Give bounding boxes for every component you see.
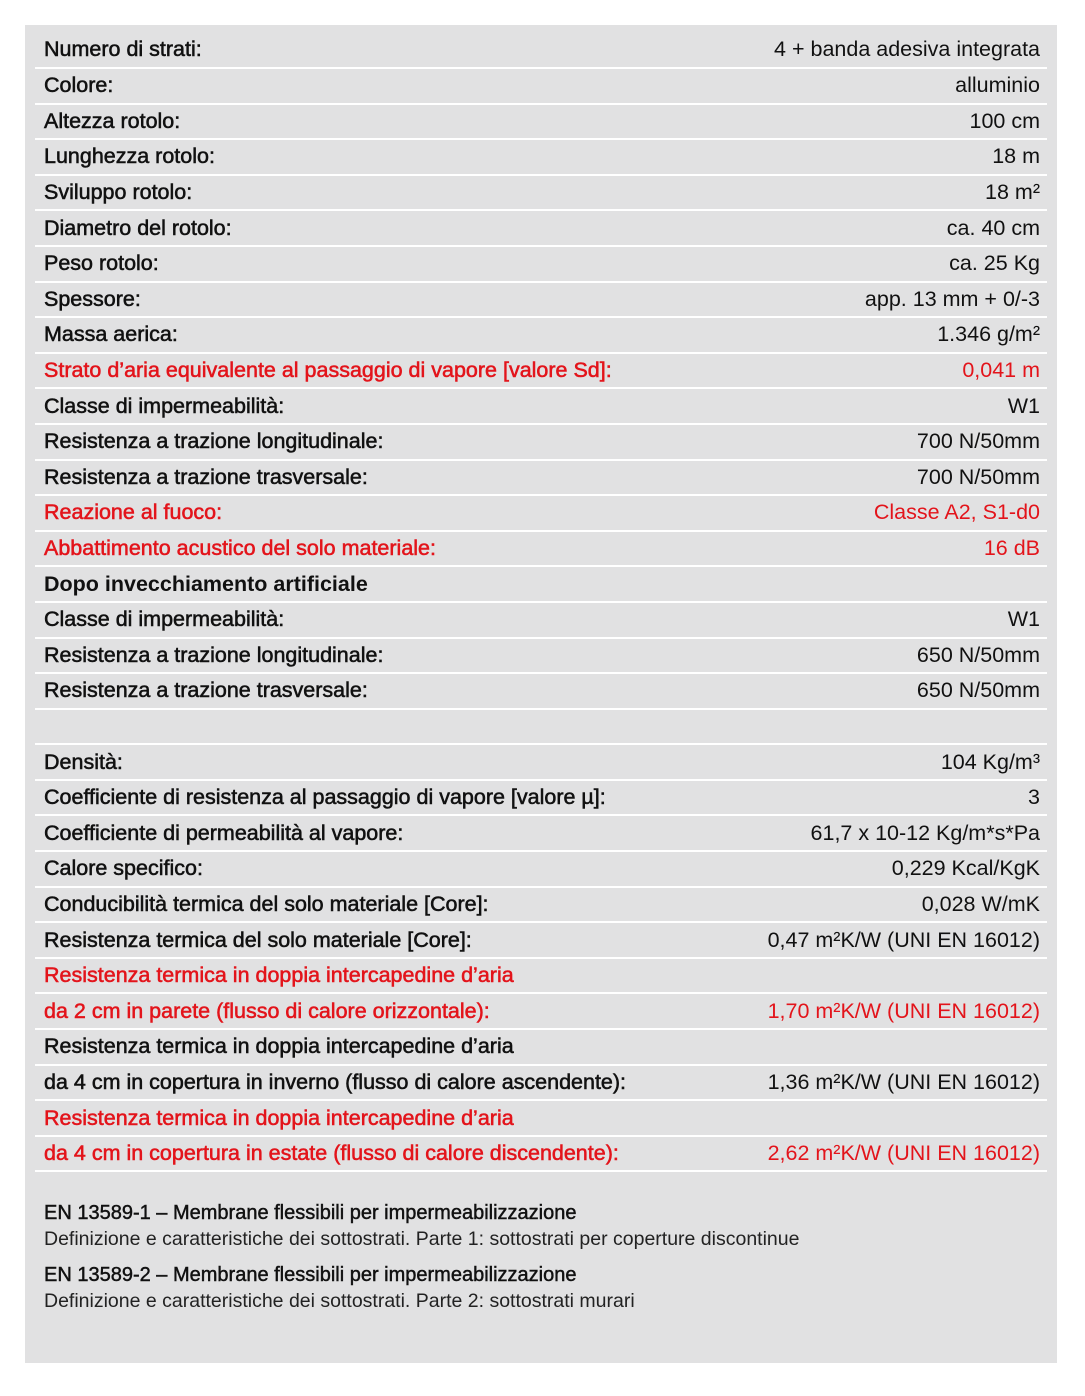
standard-description: Definizione e caratteristiche dei sottostrati. Parte 1: sottostrati per coperture discontinue — [44, 1228, 800, 1250]
spec-label: Strato d’aria equivalente al passaggio di vapore [valore Sd]: — [44, 358, 612, 383]
spec-label: da 4 cm in copertura in inverno (flusso di calore ascendente): — [44, 1069, 627, 1094]
spec-row — [35, 247, 1047, 283]
spec-row — [35, 69, 1047, 105]
spec-value: 1.346 g/m² — [937, 322, 1040, 347]
spec-row — [35, 461, 1047, 497]
spec-row — [35, 959, 1047, 995]
spec-label: da 4 cm in copertura in estate (flusso di calore discendente): — [44, 1141, 619, 1166]
spec-value: ca. 40 cm — [946, 215, 1040, 240]
spec-value: 16 dB — [983, 536, 1040, 561]
spec-label: Resistenza a trazione longitudinale: — [44, 642, 384, 667]
spec-row — [35, 674, 1047, 710]
spec-label: Sviluppo rotolo: — [44, 180, 193, 205]
spec-value: 0,028 W/mK — [921, 891, 1040, 916]
spec-label: Massa aerica: — [44, 322, 178, 347]
spec-row — [35, 888, 1047, 924]
standard-title: EN 13589-1 – Membrane flessibili per impermeabilizzazione — [44, 1202, 577, 1224]
spec-label: Resistenza a trazione longitudinale: — [44, 429, 384, 454]
spec-value: 1,70 m²K/W (UNI EN 16012) — [767, 998, 1040, 1023]
spec-row — [35, 25, 1047, 69]
spec-row — [35, 852, 1047, 888]
spec-label: Resistenza termica in doppia intercapedine d’aria — [44, 1034, 514, 1059]
spec-row — [35, 105, 1047, 141]
standards-notes — [44, 1200, 1044, 1324]
standard-description: Definizione e caratteristiche dei sottostrati. Parte 2: sottostrati murari — [44, 1290, 635, 1312]
spec-value: 700 N/50mm — [916, 464, 1040, 489]
spec-value: app. 13 mm + 0/-3 — [864, 286, 1040, 311]
spec-label: Conducibilità termica del solo materiale [Core]: — [44, 891, 489, 916]
spec-label: Dopo invecchiamento artificiale — [44, 571, 368, 596]
spec-label: Resistenza a trazione trasversale: — [44, 678, 368, 703]
spec-row — [35, 389, 1047, 425]
spec-value: 0,47 m²K/W (UNI EN 16012) — [767, 927, 1040, 952]
spec-row — [35, 176, 1047, 212]
standard-note — [44, 1262, 1044, 1314]
spec-label: Coefficiente di resistenza al passaggio di vapore [valore µ]: — [44, 785, 606, 810]
spec-value: 61,7 x 10-12 Kg/m*s*Pa — [810, 820, 1040, 845]
spec-value: 0,229 Kcal/KgK — [891, 856, 1040, 881]
spec-label: Reazione al fuoco: — [44, 500, 223, 525]
spec-row — [35, 745, 1047, 781]
spec-value: 100 cm — [969, 108, 1040, 133]
spec-row — [35, 532, 1047, 568]
spec-value: 18 m — [992, 144, 1040, 169]
spec-value: 2,62 m²K/W (UNI EN 16012) — [767, 1141, 1040, 1166]
spec-value: 1,36 m²K/W (UNI EN 16012) — [767, 1069, 1040, 1094]
spec-row — [35, 283, 1047, 319]
section-heading-row — [35, 567, 1047, 603]
spec-label: Resistenza a trazione trasversale: — [44, 464, 368, 489]
standard-title: EN 13589-2 – Membrane flessibili per impermeabilizzazione — [44, 1264, 577, 1286]
spec-row — [35, 425, 1047, 461]
spec-label: Resistenza termica in doppia intercapedine d’aria — [44, 963, 514, 988]
spec-label: Classe di impermeabilità: — [44, 607, 285, 632]
spec-row — [35, 994, 1047, 1030]
spec-panel — [25, 25, 1057, 1363]
spec-label: Peso rotolo: — [44, 251, 159, 276]
spec-row — [35, 1066, 1047, 1102]
spec-value: Classe A2, S1-d0 — [873, 500, 1040, 525]
standard-note — [44, 1200, 1044, 1252]
spec-label: Lunghezza rotolo: — [44, 144, 215, 169]
spec-value: ca. 25 Kg — [949, 251, 1040, 276]
spec-label: Resistenza termica del solo materiale [Core]: — [44, 927, 472, 952]
spec-label: da 2 cm in parete (flusso di calore orizzontale): — [44, 998, 490, 1023]
spec-value: 3 — [1028, 785, 1040, 810]
spacer-row — [35, 710, 1047, 746]
spec-row — [35, 496, 1047, 532]
spec-label: Densità: — [44, 749, 123, 774]
spec-label: Abbattimento acustico del solo materiale: — [44, 536, 436, 561]
spec-row — [35, 603, 1047, 639]
spec-row — [35, 781, 1047, 817]
spec-table — [35, 25, 1047, 1172]
spec-label: Altezza rotolo: — [44, 108, 181, 133]
spec-label: Numero di strati: — [44, 36, 202, 61]
spec-row — [35, 354, 1047, 390]
spec-value: alluminio — [955, 73, 1040, 98]
spec-row — [35, 816, 1047, 852]
spec-value: 4 + banda adesiva integrata — [774, 36, 1040, 61]
spec-row — [35, 1030, 1047, 1066]
spec-label: Diametro del rotolo: — [44, 215, 232, 240]
spec-label: Calore specifico: — [44, 856, 203, 881]
spec-value: 104 Kg/m³ — [940, 749, 1040, 774]
spec-label: Spessore: — [44, 286, 141, 311]
spec-label: Resistenza termica in doppia intercapedine d’aria — [44, 1105, 514, 1130]
spec-value: 18 m² — [985, 180, 1040, 205]
spec-value: 650 N/50mm — [916, 678, 1040, 703]
spec-value: 650 N/50mm — [916, 642, 1040, 667]
spec-value: W1 — [1007, 393, 1040, 418]
spec-label: Classe di impermeabilità: — [44, 393, 285, 418]
spec-value: 700 N/50mm — [916, 429, 1040, 454]
spec-row — [35, 923, 1047, 959]
spec-row — [35, 1101, 1047, 1137]
spec-row — [35, 639, 1047, 675]
spec-label: Coefficiente di permeabilità al vapore: — [44, 820, 404, 845]
spec-row — [35, 140, 1047, 176]
spec-value: W1 — [1007, 607, 1040, 632]
spec-row — [35, 211, 1047, 247]
spec-row — [35, 1137, 1047, 1173]
spec-value: 0,041 m — [962, 358, 1040, 383]
spec-row — [35, 318, 1047, 354]
spec-label: Colore: — [44, 73, 114, 98]
